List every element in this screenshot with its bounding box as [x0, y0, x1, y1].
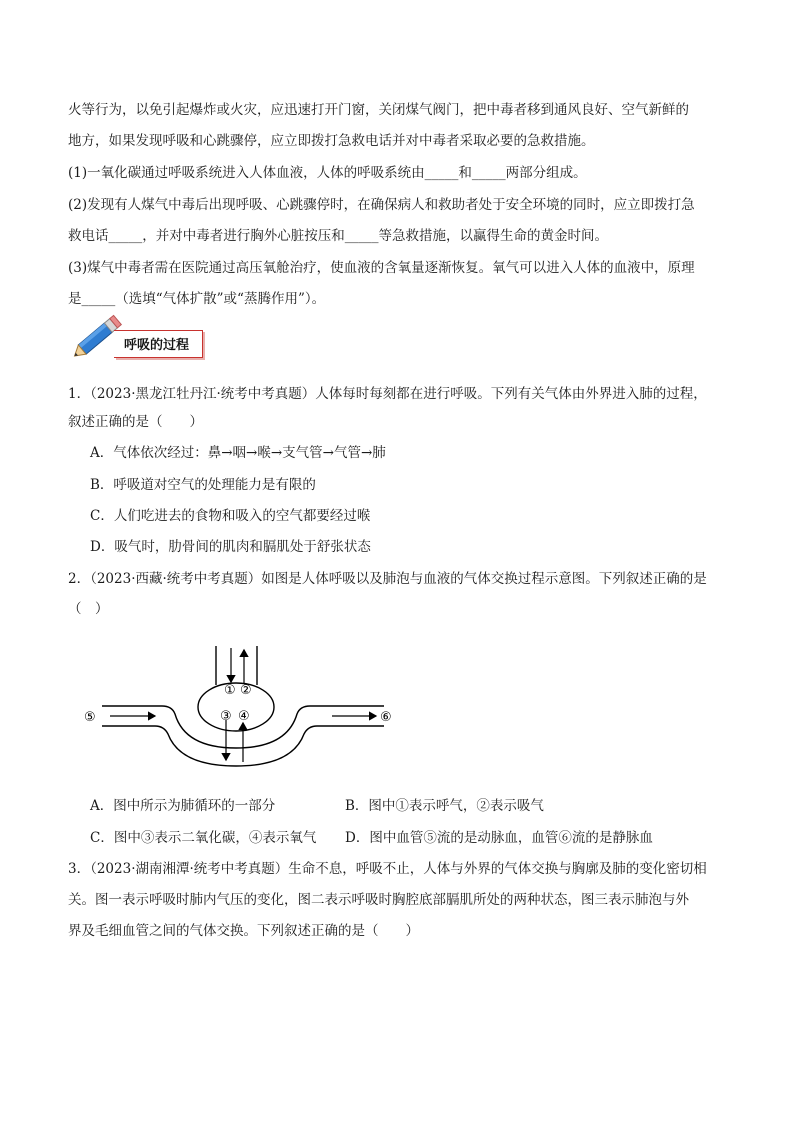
- flow-arrows: [110, 648, 376, 762]
- question-3-stem-line-2: 关。图一表示呼吸时肺内气压的变化，图二表示呼吸时胸腔底部膈肌所处的两种状态，图三表示肺泡与外: [68, 892, 689, 908]
- question-2-option-b: B．图中①表示呼气，②表示吸气: [345, 798, 544, 814]
- sub-question-1: (1)一氧化碳通过呼吸系统进入人体血液，人体的呼吸系统由_____和_____两部分组成。: [68, 165, 587, 181]
- section-title: 呼吸的过程: [124, 338, 190, 353]
- sub-question-3-line-1: (3)煤气中毒者需在医院通过高压氧舱治疗，使血液的含氧量逐渐恢复。氧气可以进入人体的血液中，原理: [68, 260, 695, 276]
- section-title-box: [114, 330, 203, 358]
- intro-line-2: 地方，如果发现呼吸和心跳骤停，应立即拨打急救电话并对中毒者采取必要的急救措施。: [68, 133, 595, 149]
- label-1: ①: [224, 683, 236, 698]
- question-1-stem-line-2: 叙述正确的是（ ）: [68, 414, 203, 430]
- question-3-stem-line-3: 界及毛细血管之间的气体交换。下列叙述正确的是（ ）: [68, 923, 419, 939]
- question-2-option-a: A．图中所示为肺循环的一部分: [90, 798, 276, 814]
- sub-question-2-line-2: 救电话_____，并对中毒者进行胸外心脏按压和_____等急救措施，以赢得生命的黄金时间。: [68, 228, 608, 244]
- section-banner: [66, 312, 226, 364]
- label-3: ③: [220, 709, 232, 724]
- label-4: ④: [238, 709, 250, 724]
- question-1-option-c: C．人们吃进去的食物和吸入的空气都要经过喉: [90, 508, 371, 524]
- sub-question-2-line-1: (2)发现有人煤气中毒后出现呼吸、心跳骤停时，在确保病人和救助者处于安全环境的同时，应立即拨打急: [68, 197, 695, 213]
- question-2-stem-line-1: 2．（2023·西藏·统考中考真题）如图是人体呼吸以及肺泡与血液的气体交换过程示意图。下列叙述正确的是: [68, 571, 707, 587]
- question-1-option-a: A．气体依次经过：鼻→咽→喉→支气管→气管→肺: [90, 445, 386, 461]
- label-6: ⑥: [380, 710, 392, 725]
- question-1-stem-line-1: 1．（2023·黑龙江牡丹江·统考中考真题）人体每时每刻都在进行呼吸。下列有关气体由外界进入肺的过程，: [68, 386, 707, 402]
- question-2-stem-line-2: （ ）: [68, 601, 109, 617]
- label-5: ⑤: [84, 710, 96, 725]
- alveolus-gas-exchange-diagram: [80, 638, 410, 773]
- question-1-option-b: B．呼吸道对空气的处理能力是有限的: [90, 477, 316, 493]
- question-1-option-d: D．吸气时，肋骨间的肌肉和膈肌处于舒张状态: [90, 539, 371, 555]
- label-2: ②: [240, 683, 252, 698]
- question-2-option-c: C．图中③表示二氧化碳，④表示氧气: [90, 830, 317, 846]
- question-3-stem-line-1: 3．（2023·湖南湘潭·统考中考真题）生命不息，呼吸不止，人体与外界的气体交换与胸廓及肺的变化密切相: [68, 861, 707, 877]
- sub-question-3-line-2: 是_____（选填“气体扩散”或“蒸腾作用”）。: [68, 291, 326, 307]
- question-2-option-d: D．图中血管⑤流的是动脉血，血管⑥流的是静脉血: [345, 830, 653, 846]
- intro-line-1: 火等行为，以免引起爆炸或火灾，应迅速打开门窗，关闭煤气阀门，把中毒者移到通风良好、空气新鲜的: [68, 102, 689, 118]
